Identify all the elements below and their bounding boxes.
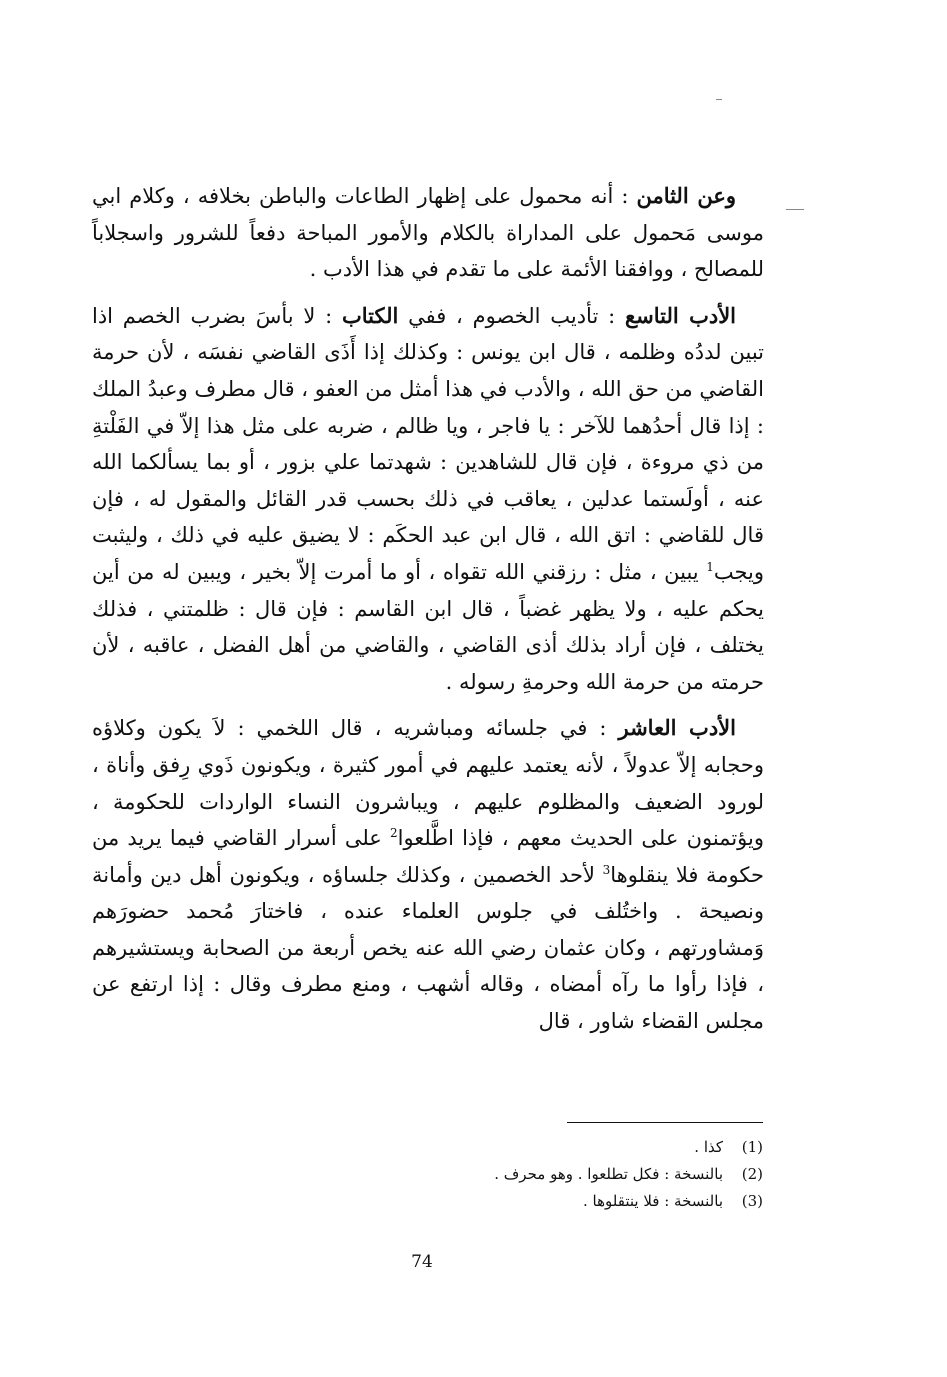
paragraph-ninth-adab [92, 298, 764, 701]
footnote-ref-1[interactable]: 1 [706, 559, 714, 574]
paragraph-text: : في جلسائه ومباشريه ، قال اللخمي : لاَ يكون وكلاؤه وحجابه إلاّ عدولاً ، لأنه يعتمد عليهم في أمور كثيرة ، ويكونون ذَوي رِفق وأناة ، لورود الضعيف والمظلوم عليهم ، ويباشرون النساء الواردات للحكومة ، ويؤتمنون على الحديث معهم ، فإذا اطَّلعوا [92, 716, 764, 851]
paragraph-text: : أنه محمول على إظهار الطاعات والباطن بخلافه ، وكلام ابي موسى مَحمول على المداراة بالكلام والأمور المباحة دفعاً للشرور واسجلاباً للمصالح ، ووافقنا الأئمة على ما تقدم في هذا الأدب . [92, 184, 764, 282]
margin-mark-right [786, 209, 804, 210]
footnote-ref-3[interactable]: 3 [602, 862, 611, 877]
paragraph-text: على أسرار القاضي فيما يريد من حكومة فلا ينقلوها [92, 826, 764, 887]
paragraph-heading: الأدب التاسع [624, 302, 737, 328]
paragraph-text: : لا بأسَ بضرب الخصم اذا تبين لددُه وظلمه ، قال ابن يونس : وكذلك إذا أَذَى القاضي نفسَه ، لأن حرمة القاضي من حق الله ، والأدب في هذا أمثل من العفو ، قال مطرف وعبدُ الملك : إذا قال أحدُهما للآخر : يا فاجر ، ويا ظالم ، ضربه على مثل هذا إلاّ في الفَلْتةِ من ذي مروءة ، فإن قال للشاهدين : شهدتما علي بزور ، أو بما يسألكما الله عنه ، أولَستما عدلين ، يعاقب في ذلك بحسب قدر القائل والمقول له ، فإن قال للقاضي : اتق الله ، قال ابن عبد الحكَم : لا يضيق عليه في ذلك ، وليثبت ويجب [92, 303, 764, 584]
paragraph-heading: وعن الثامن [636, 183, 736, 208]
footnote-number: (1) [741, 1138, 763, 1156]
footnote-ref-2[interactable]: 2 [389, 826, 398, 841]
page-number: 74 [411, 1252, 433, 1272]
inline-heading: الكتاب [342, 302, 399, 328]
paragraph-tenth-adab [92, 710, 764, 1039]
paragraph-eighth [92, 178, 764, 288]
footnote-item [380, 1188, 763, 1215]
paragraph-text: يبين ، مثل : رزقني الله تقواه ، أو ما أمرت إلاّ بخير ، ويبين له من أين يحكم عليه ، ولا يظهر غضباً ، قال ابن القاسم : فإن قال : ظلمتني ، فذلك يختلف ، فإن أراد بذلك أذى القاضي ، والقاضي من أهل الفضل ، عاقبه ، لأن حرمته من حرمة الله وحرمةِ رسوله . [92, 559, 764, 694]
footnote-number: (3) [741, 1192, 763, 1210]
footnote-text: بالنسخة : فكل تطلعوا . وهو محرف . [494, 1165, 723, 1183]
paragraph-heading: الأدب العاشر [618, 715, 736, 741]
footnotes [380, 1134, 763, 1215]
margin-mark-top [716, 99, 722, 100]
footnote-item [380, 1161, 763, 1188]
footnote-item [380, 1134, 763, 1161]
footnote-divider [567, 1122, 763, 1123]
footnote-text: بالنسخة : فلا ينتقلوها . [583, 1192, 723, 1210]
paragraph-text: : تأديب الخصوم ، ففي [398, 303, 625, 328]
footnote-text: كذا . [694, 1138, 723, 1156]
footnote-number: (2) [741, 1165, 763, 1183]
paragraph-text: لأحد الخصمين ، وكذلك جلساؤه ، ويكونون أهل دين وأمانة ونصيحة . واختُلف في جلوس العلماء عنده ، فاختارَ مُحمد حضورَهم وَمشاورتهم ، وكان عثمان رضي الله عنه يخص أربعة من الصحابة ويستشيرهم ، فإذا رأوا ما رآه أمضاه ، وقاله أشهب ، ومنع مطرف وقال : إذا ارتفع عن مجلس القضاء شاور ، قال [92, 862, 764, 1034]
main-text [92, 178, 764, 1040]
